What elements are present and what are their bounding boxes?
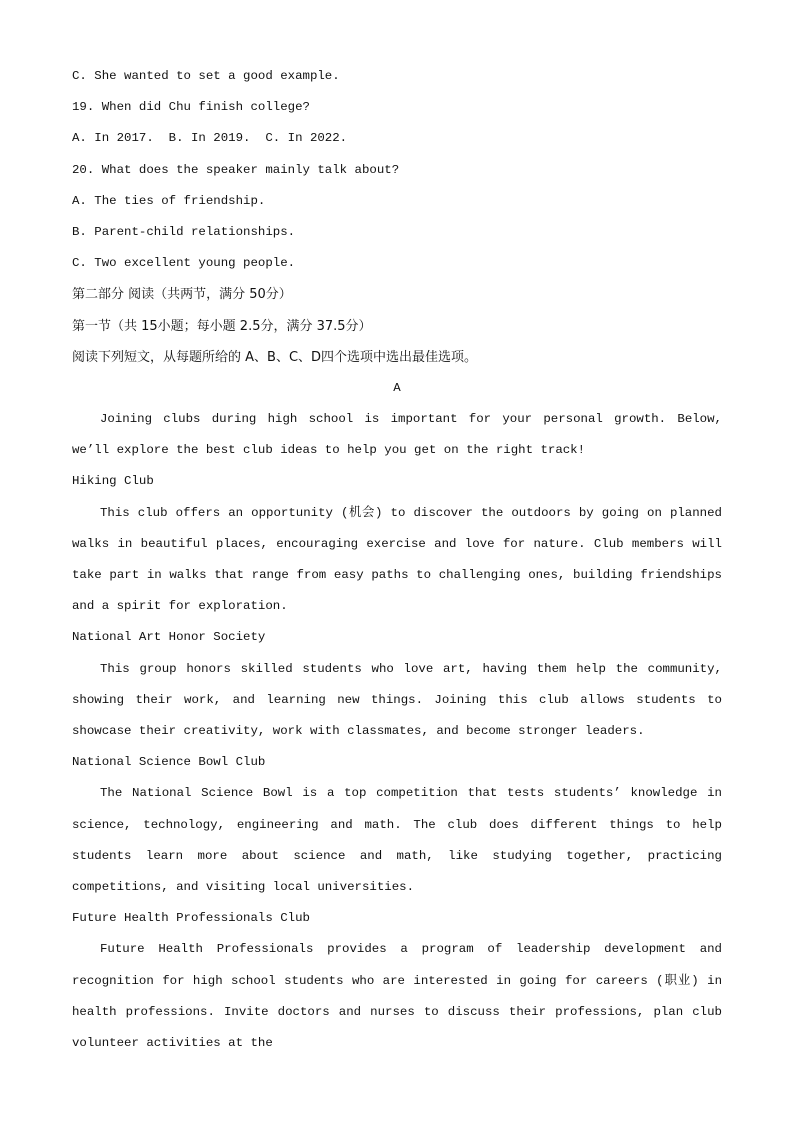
club-text-science: The National Science Bowl is a top competition that tests students’ knowledge in science, technology, engineering and math. The club does different things to help students learn more about science and math, like studying together, practicing competitions, and visiting local universities. — [72, 786, 722, 895]
subsection-title: 第一节（共 15小题；每小题 2.5分，满分 37.5分） — [72, 318, 372, 334]
club-heading-health: Future Health Professionals Club — [72, 911, 310, 926]
club-heading-science: National Science Bowl Club — [72, 755, 266, 770]
club-text-hiking: This club offers an opportunity (机会) to discover the outdoors by going on planned walks in beautiful places, encouraging exercise and love for nature. Club members will take part in walks that range from easy paths to challenging ones, building friendships and a spirit for exploration. — [72, 505, 722, 614]
passage-intro-block — [72, 404, 722, 466]
club-block-hiking — [72, 498, 722, 623]
club-heading-art: National Art Honor Society — [72, 630, 266, 645]
club-text-art: This group honors skilled students who love art, having them help the community, showing their work, and learning new things. Joining this club allows students to showcase their creativity, work with classmates, and become stronger leaders. — [72, 661, 722, 739]
club-block-art — [72, 654, 722, 748]
option-a-q20: A. The ties of friendship. — [72, 193, 266, 208]
passage-label: A — [393, 380, 401, 395]
option-b-q20: B. Parent-child relationships. — [72, 224, 296, 239]
question-19: 19. When did Chu finish college? — [72, 100, 310, 115]
options-q19: A. In 2017. B. In 2019. C. In 2022. — [72, 131, 348, 146]
option-c-q18: C. She wanted to set a good example. — [72, 69, 340, 83]
instruction: 阅读下列短文，从每题所给的 A、B、C、D四个选项中选出最佳选项。 — [72, 349, 478, 365]
club-heading-hiking: Hiking Club — [72, 474, 154, 489]
club-block-health — [72, 934, 722, 1059]
club-block-science — [72, 778, 722, 903]
club-text-health: Future Health Professionals provides a program of leadership development and recognition for high school students who are interested in going for careers (职业) in health professions. Invite doctors and nurses to discuss their professions, plan club volunteer activities at the — [72, 942, 722, 1051]
part-title: 第二部分 阅读（共两节，满分 50分） — [72, 287, 292, 303]
document-page — [72, 66, 722, 1064]
passage-intro: Joining clubs during high school is important for your personal growth. Below, we’ll explore the best club ideas to help you get on the right track! — [72, 412, 722, 458]
option-c-q20: C. Two excellent young people. — [72, 256, 296, 271]
question-20: 20. What does the speaker mainly talk about? — [72, 162, 400, 177]
